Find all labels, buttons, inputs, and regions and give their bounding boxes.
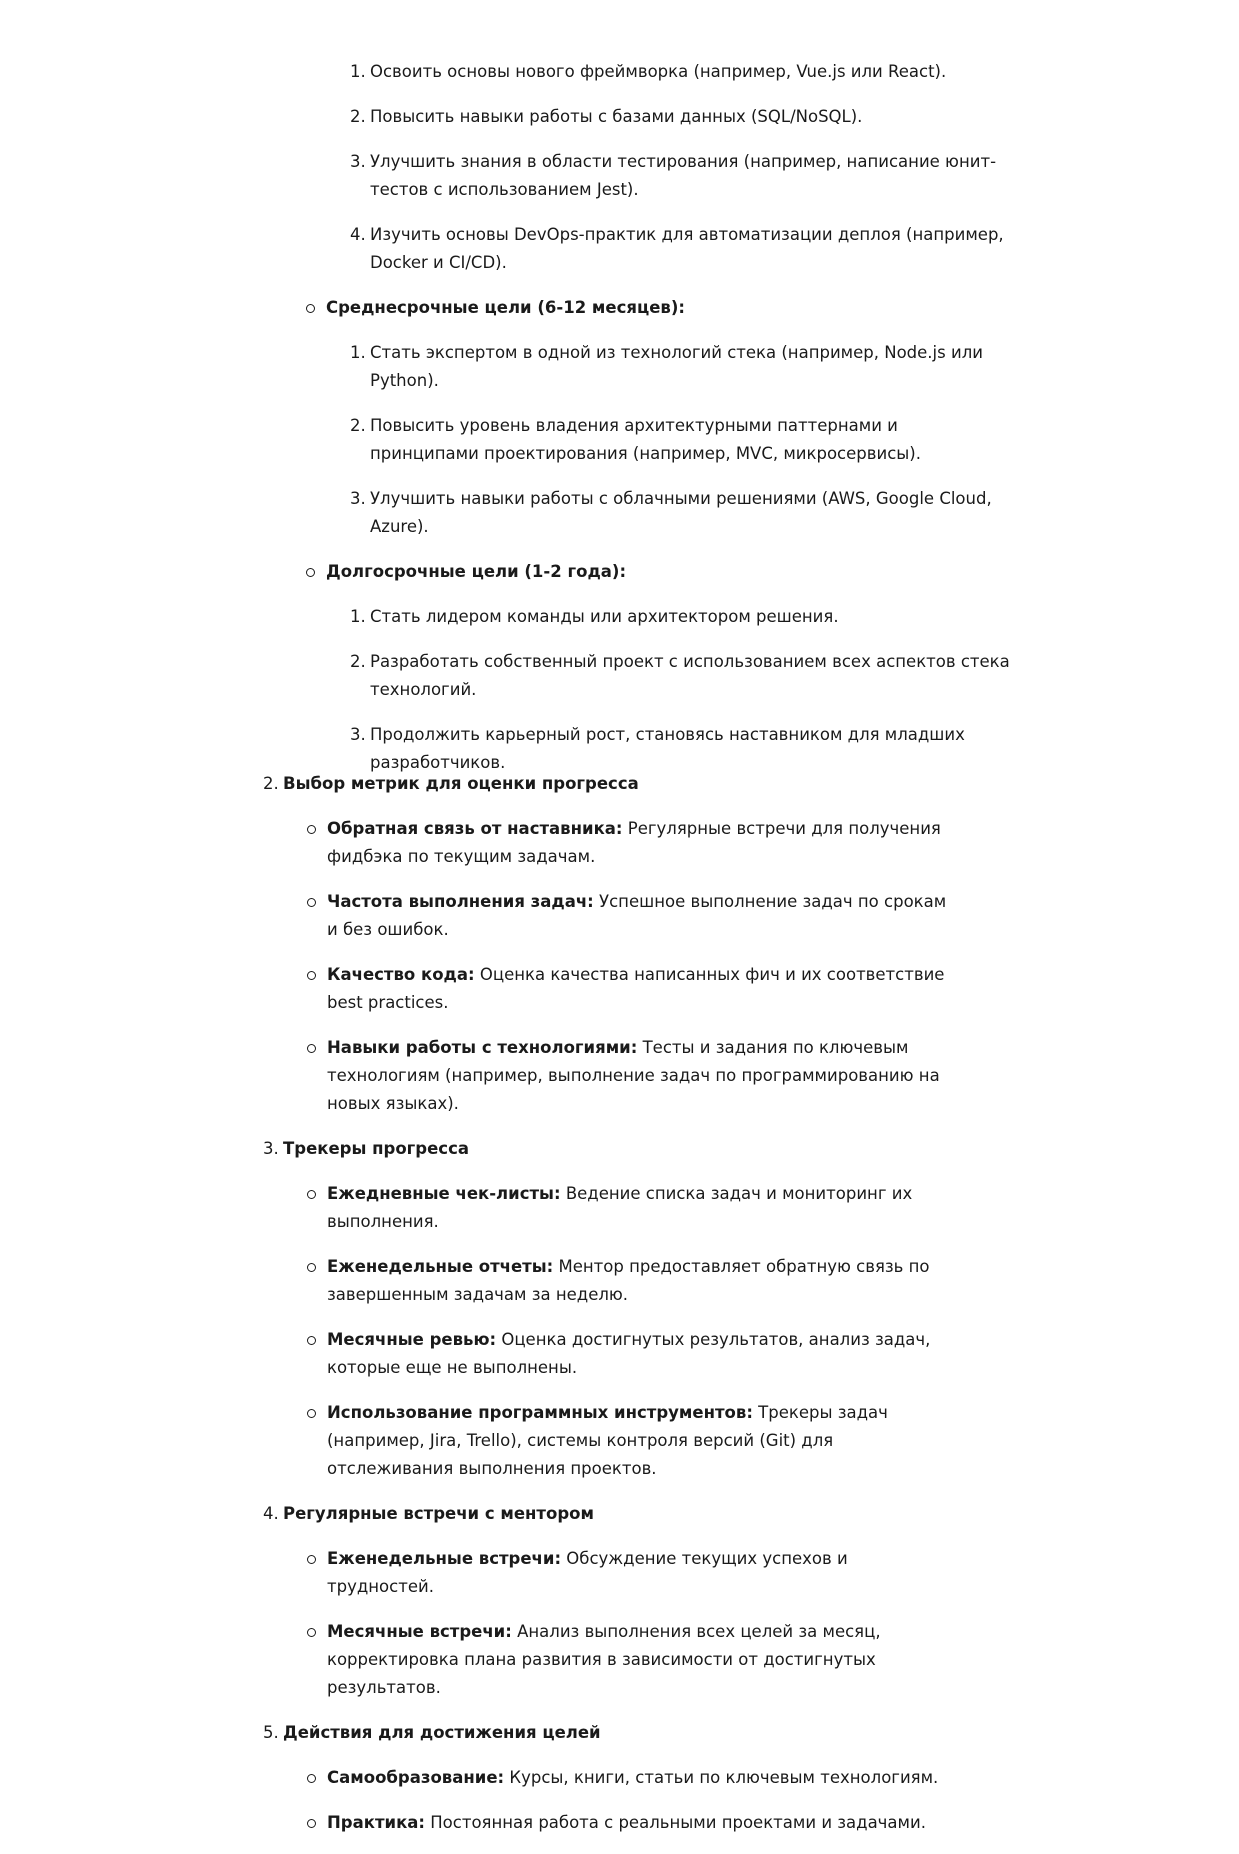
list-item	[307, 1253, 957, 1309]
item-label: Использование программных инструментов:	[327, 1403, 753, 1422]
section-heading	[263, 1719, 1023, 1747]
main-sections-list	[263, 770, 1023, 1854]
item-number: 3.	[350, 725, 366, 744]
section-title: Действия для достижения целей	[283, 1723, 601, 1742]
item-text: Регулярные встречи для получения фидбэка по текущим задачам.	[327, 819, 941, 866]
list-item	[307, 1618, 957, 1702]
item-label: Месячные ревью:	[327, 1330, 497, 1349]
item-label: Самообразование:	[327, 1768, 505, 1787]
item-text: Улучшить знания в области тестирования (например, написание юнит-тестов с использованием Jest).	[370, 152, 997, 199]
item-label: Практика:	[327, 1813, 426, 1832]
list-item	[307, 815, 957, 871]
item-number: 2.	[350, 107, 366, 126]
item-text: Повысить навыки работы с базами данных (SQL/NoSQL).	[370, 107, 863, 126]
list-item	[350, 148, 1010, 204]
list-item	[350, 721, 1010, 777]
item-number: 1.	[350, 607, 366, 626]
item-number: 3.	[350, 152, 366, 171]
section-bullets	[263, 1545, 957, 1702]
item-label: Еженедельные встречи:	[327, 1549, 562, 1568]
item-number: 1.	[350, 62, 366, 81]
item-text: Ведение списка задач и мониторинг их выполнения.	[327, 1184, 913, 1231]
item-text: Успешное выполнение задач по срокам и без ошибок.	[327, 892, 947, 939]
item-text: Продолжить карьерный рост, становясь наставником для младших разработчиков.	[370, 725, 965, 772]
list-item	[307, 1809, 957, 1837]
hollow-bullet-icon	[307, 825, 316, 834]
mid-term-goals-heading	[306, 294, 1010, 322]
item-number: 1.	[350, 343, 366, 362]
section-bullets	[263, 1180, 957, 1483]
list-item	[307, 888, 957, 944]
item-text: Оценка качества написанных фич и их соответствие best practices.	[327, 965, 945, 1012]
item-text: Обсуждение текущих успехов и трудностей.	[327, 1549, 848, 1596]
hollow-bullet-icon	[307, 1263, 316, 1272]
hollow-bullet-icon	[307, 971, 316, 980]
hollow-bullet-icon	[306, 568, 315, 577]
list-item	[307, 1545, 957, 1601]
section-bullets	[263, 1764, 957, 1837]
section-bullets	[263, 815, 957, 1118]
list-item	[350, 58, 1010, 86]
item-label: Обратная связь от наставника:	[327, 819, 623, 838]
section-number: 5.	[263, 1723, 279, 1742]
item-label: Месячные встречи:	[327, 1622, 512, 1641]
hollow-bullet-icon	[307, 1190, 316, 1199]
section-title: Выбор метрик для оценки прогресса	[283, 774, 639, 793]
item-text: Трекеры задач (например, Jira, Trello), системы контроля версий (Git) для отслеживания выполнения проектов.	[327, 1403, 888, 1478]
hollow-bullet-icon	[307, 1819, 316, 1828]
list-item	[350, 339, 1010, 395]
heading-text: Среднесрочные цели (6-12 месяцев):	[326, 298, 685, 317]
hollow-bullet-icon	[307, 1555, 316, 1564]
item-text: Стать экспертом в одной из технологий стека (например, Node.js или Python).	[370, 343, 983, 390]
item-number: 4.	[350, 225, 366, 244]
item-text: Ментор предоставляет обратную связь по завершенным задачам за неделю.	[327, 1257, 930, 1304]
hollow-bullet-icon	[307, 1774, 316, 1783]
item-text: Тесты и задания по ключевым технологиям (например, выполнение задач по программированию на новых языках).	[327, 1038, 940, 1113]
long-term-goals-heading	[306, 558, 1010, 586]
item-label: Еженедельные отчеты:	[327, 1257, 554, 1276]
short-term-goals-list	[326, 58, 1010, 794]
item-text: Оценка достигнутых результатов, анализ задач, которые еще не выполнены.	[327, 1330, 931, 1377]
item-label: Частота выполнения задач:	[327, 892, 594, 911]
heading-text: Долгосрочные цели (1-2 года):	[326, 562, 627, 581]
hollow-bullet-icon	[307, 898, 316, 907]
item-text: Изучить основы DevOps-практик для автоматизации деплоя (например, Docker и CI/CD).	[370, 225, 1004, 272]
item-label: Качество кода:	[327, 965, 475, 984]
hollow-bullet-icon	[307, 1044, 316, 1053]
section-number: 2.	[263, 774, 279, 793]
list-item	[307, 1034, 957, 1118]
hollow-bullet-icon	[307, 1409, 316, 1418]
item-number: 2.	[350, 652, 366, 671]
item-label: Ежедневные чек-листы:	[327, 1184, 561, 1203]
list-item	[307, 1180, 957, 1236]
item-text: Курсы, книги, статьи по ключевым технологиям.	[504, 1768, 939, 1787]
section-number: 4.	[263, 1504, 279, 1523]
item-number: 3.	[350, 489, 366, 508]
list-item	[350, 412, 1010, 468]
list-item	[307, 1764, 957, 1792]
item-text: Стать лидером команды или архитектором решения.	[370, 607, 839, 626]
item-text: Освоить основы нового фреймворка (например, Vue.js или React).	[370, 62, 947, 81]
section-number: 3.	[263, 1139, 279, 1158]
section-heading	[263, 770, 1023, 798]
item-text: Анализ выполнения всех целей за месяц, корректировка плана развития в зависимости от достигнутых результатов.	[327, 1622, 881, 1697]
list-item	[350, 103, 1010, 131]
list-item	[350, 648, 1010, 704]
list-item	[350, 603, 1010, 631]
hollow-bullet-icon	[306, 304, 315, 313]
item-label: Навыки работы с технологиями:	[327, 1038, 638, 1057]
item-text: Повысить уровень владения архитектурными паттернами и принципами проектирования (например, MVC, микросервисы).	[370, 416, 921, 463]
section-title: Регулярные встречи с ментором	[283, 1504, 594, 1523]
hollow-bullet-icon	[307, 1336, 316, 1345]
list-item	[350, 221, 1010, 277]
list-item	[350, 485, 1010, 541]
section-heading	[263, 1135, 1023, 1163]
item-text: Улучшить навыки работы с облачными решениями (AWS, Google Cloud, Azure).	[370, 489, 992, 536]
item-text: Разработать собственный проект с использованием всех аспектов стека технологий.	[370, 652, 1010, 699]
section-heading	[263, 1500, 1023, 1528]
section-title: Трекеры прогресса	[283, 1139, 469, 1158]
hollow-bullet-icon	[307, 1628, 316, 1637]
item-text: Постоянная работа с реальными проектами и задачами.	[425, 1813, 926, 1832]
list-item	[307, 1399, 957, 1483]
list-item	[307, 961, 957, 1017]
list-item	[307, 1326, 957, 1382]
item-number: 2.	[350, 416, 366, 435]
